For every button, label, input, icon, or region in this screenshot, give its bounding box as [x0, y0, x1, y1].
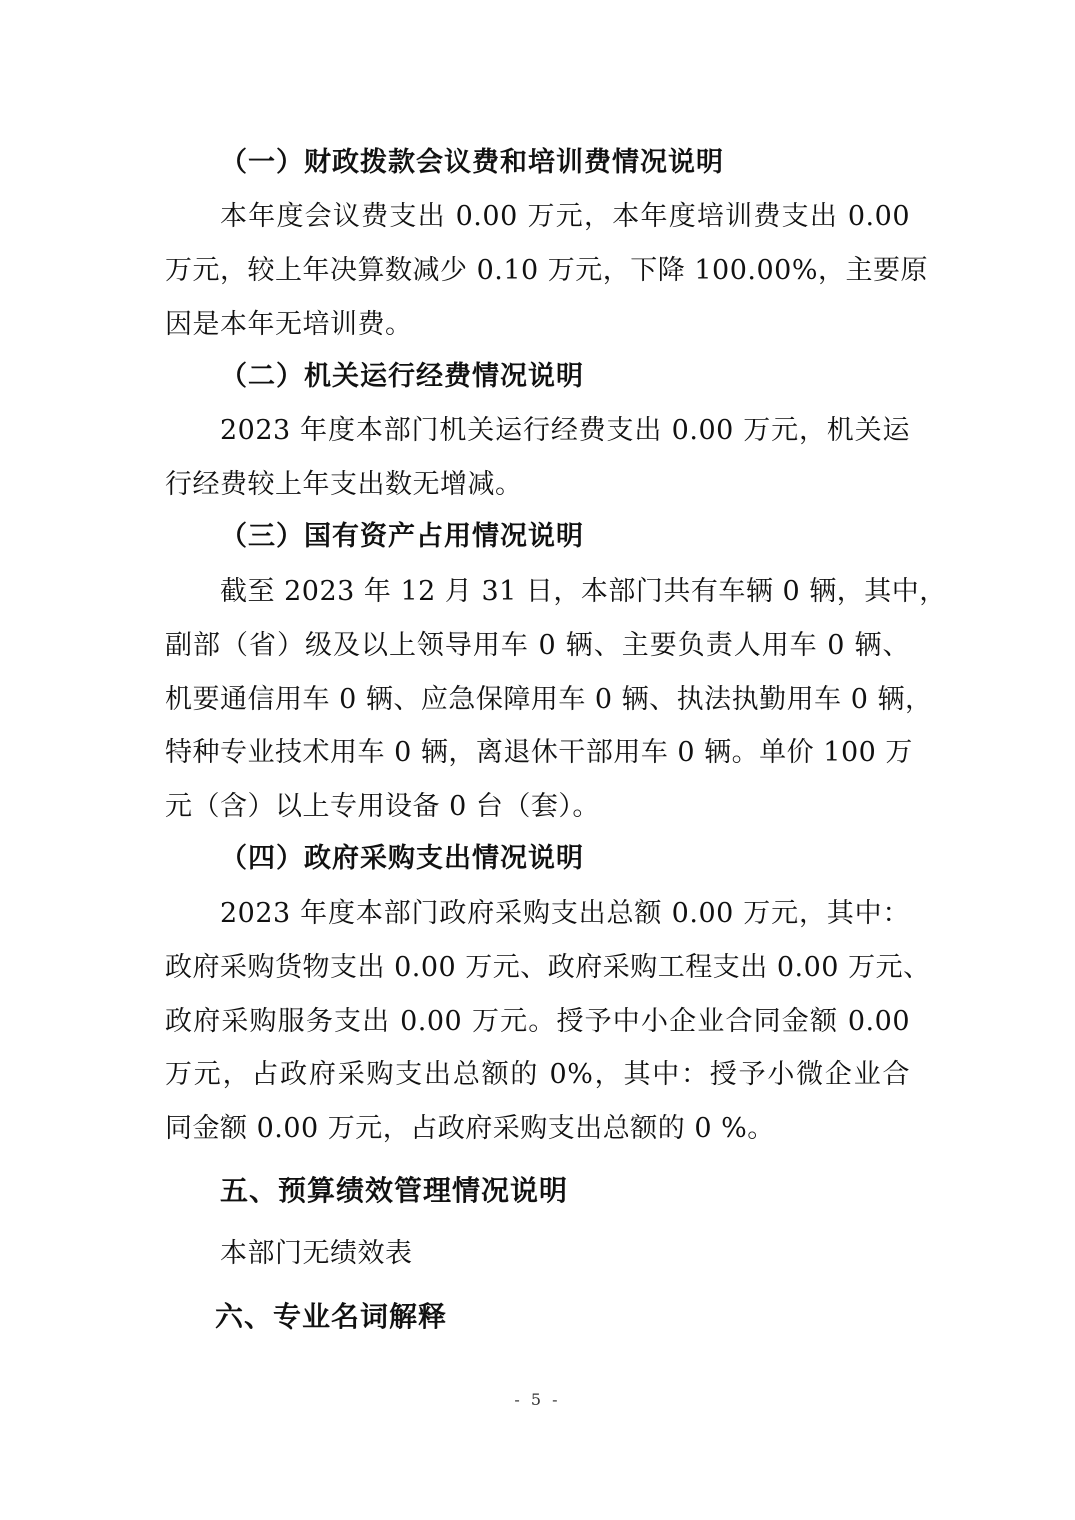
section-4-line-2: 政府采购货物支出 0.00 万元、政府采购工程支出 0.00 万元、: [165, 952, 931, 983]
section-4-line-3: 政府采购服务支出 0.00 万元。授予中小企业合同金额 0.00: [165, 1006, 910, 1037]
section-3-line-1: 截至 2023 年 12 月 31 日，本部门共有车辆 0 辆，其中，: [220, 576, 947, 607]
section-4-heading: （四）政府采购支出情况说明: [220, 843, 584, 874]
section-5-heading: 五、预算绩效管理情况说明: [220, 1174, 569, 1207]
section-2-heading: （二）机关运行经费情况说明: [220, 361, 584, 392]
section-4-line-4: 万元，占政府采购支出总额的 0%，其中：授予小微企业合: [165, 1059, 910, 1090]
section-1-line-1: 本年度会议费支出 0.00 万元，本年度培训费支出 0.00: [220, 201, 910, 232]
section-1-line-2: 万元，较上年决算数减少 0.10 万元，下降 100.00%，主要原: [165, 255, 928, 286]
section-3-heading: （三）国有资产占用情况说明: [220, 521, 584, 552]
section-5-text: 本部门无绩效表: [220, 1238, 413, 1269]
section-3-line-2: 副部（省）级及以上领导用车 0 辆、主要负责人用车 0 辆、: [165, 630, 910, 661]
section-1-line-3: 因是本年无培训费。: [165, 309, 413, 340]
section-3-line-5: 元（含）以上专用设备 0 台（套）。: [165, 791, 600, 822]
section-2-line-2: 行经费较上年支出数无增减。: [165, 469, 523, 500]
section-4-line-5: 同金额 0.00 万元，占政府采购支出总额的 0 %。: [165, 1113, 775, 1144]
section-3-line-3: 机要通信用车 0 辆、应急保障用车 0 辆、执法执勤用车 0 辆，: [165, 684, 933, 715]
section-1-heading: （一）财政拨款会议费和培训费情况说明: [220, 147, 724, 178]
section-2-line-1: 2023 年度本部门机关运行经费支出 0.00 万元，机关运: [220, 415, 910, 446]
section-4-line-1: 2023 年度本部门政府采购支出总额 0.00 万元，其中：: [220, 898, 910, 929]
section-3-line-4: 特种专业技术用车 0 辆，离退休干部用车 0 辆。单价 100 万: [165, 737, 913, 768]
section-6-heading: 六、专业名词解释: [215, 1300, 448, 1333]
page-number: - 5 -: [514, 1390, 561, 1409]
